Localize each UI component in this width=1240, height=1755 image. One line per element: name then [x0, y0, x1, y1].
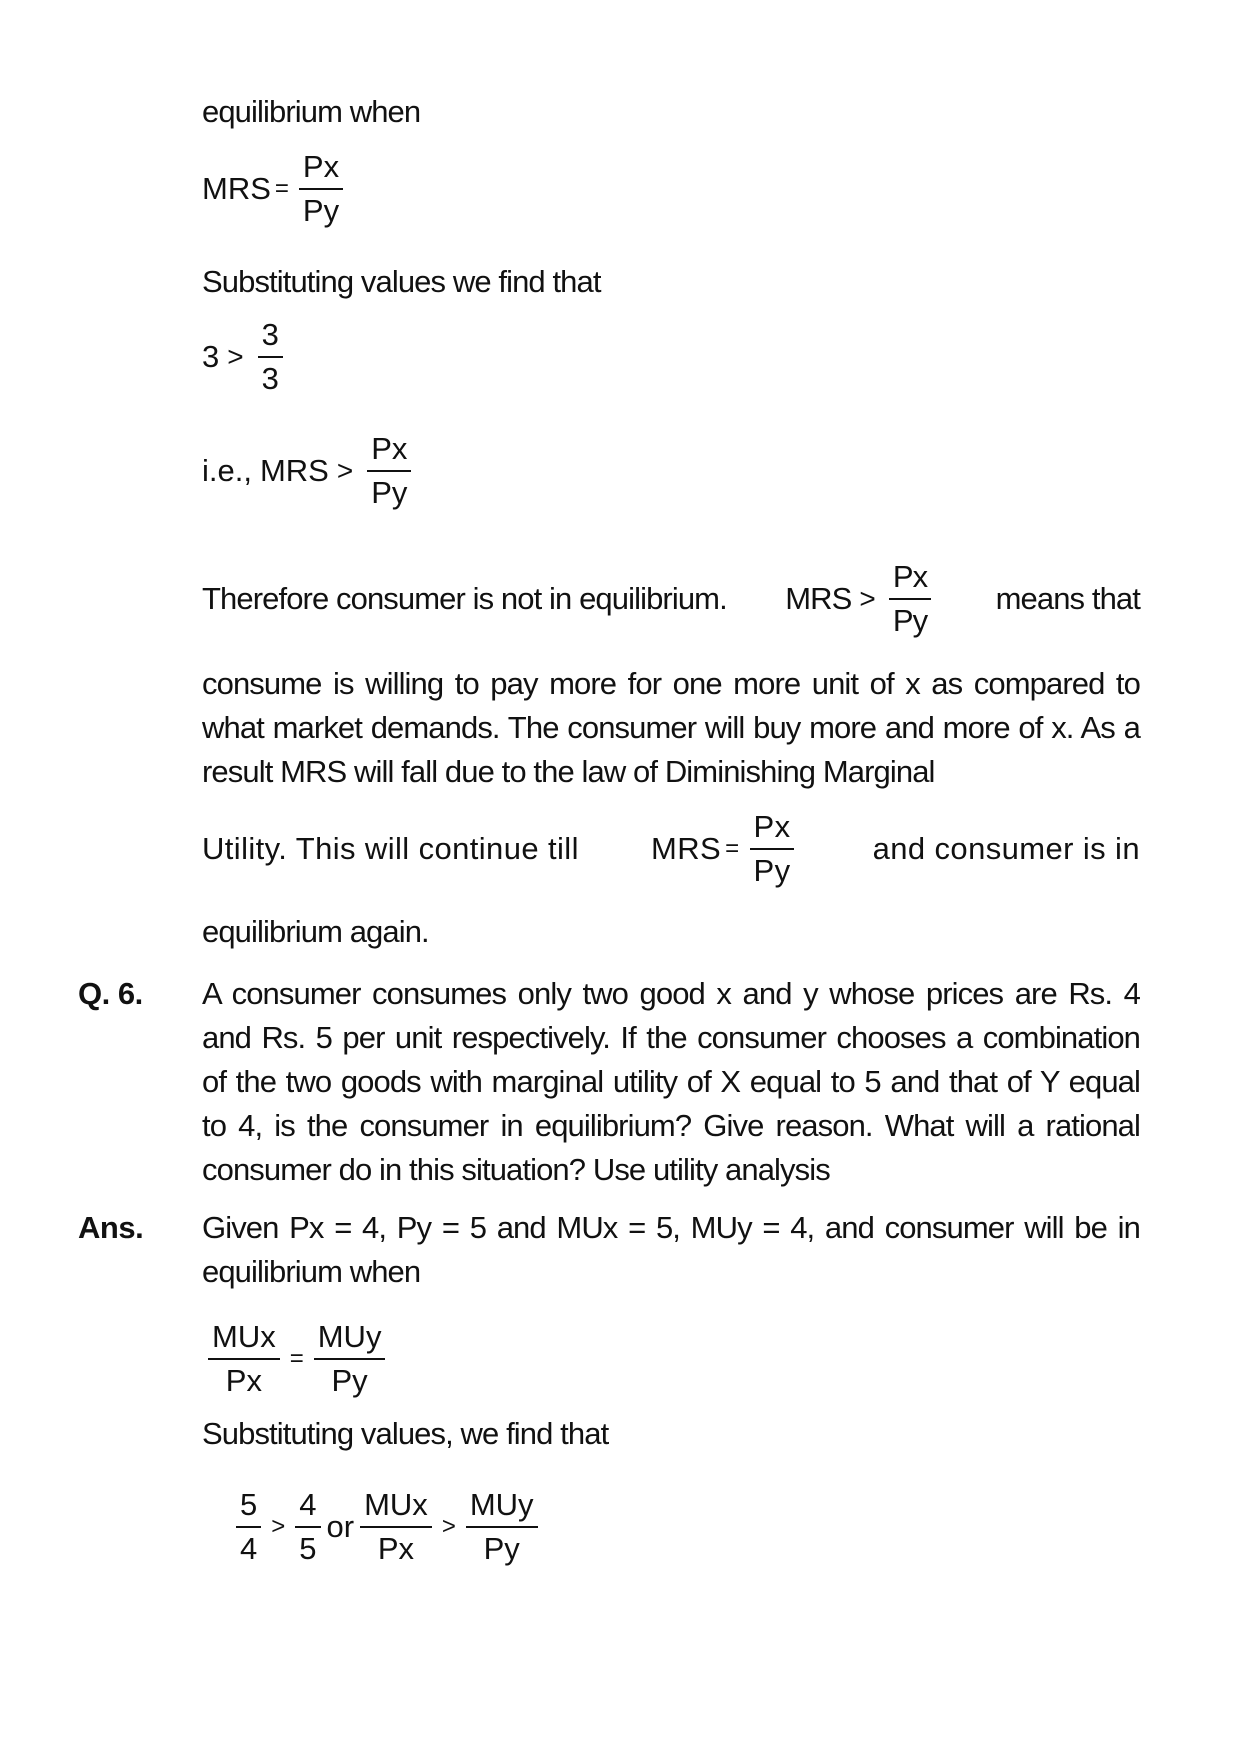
fraction-muy-py — [314, 1320, 386, 1398]
eq-operator: > — [271, 1513, 286, 1540]
equation-mrs-equals-price-ratio — [202, 150, 349, 228]
eq-operator: > — [336, 455, 354, 486]
eq-lhs: 3 — [202, 339, 220, 374]
text-therefore: Therefore consumer is not in equilibrium. — [202, 581, 727, 616]
inline-equation-mrs-greater — [785, 560, 937, 638]
eq-lhs: MRS — [785, 581, 852, 616]
fraction-px-py — [367, 432, 411, 510]
eq-operator: > — [441, 1513, 456, 1540]
fraction-numerator: Px — [889, 560, 931, 600]
fraction-denominator: Px — [377, 1531, 415, 1566]
fraction-denominator: 5 — [299, 1531, 317, 1566]
equation-equilibrium-condition — [202, 1320, 391, 1398]
answer-text: Given Px = 4, Py = 5 and MUx = 5, MUy = 4, and consumer will be in equilibrium when — [202, 1210, 1140, 1289]
fraction-numerator: Px — [750, 810, 795, 850]
fraction-numerator: MUy — [466, 1488, 538, 1528]
eq-operator: = — [725, 835, 740, 862]
fraction-four-five — [295, 1488, 320, 1566]
fraction-denominator: Py — [371, 475, 408, 510]
eq-lhs: MRS — [650, 831, 722, 866]
fraction-numerator: 4 — [295, 1488, 320, 1528]
eq-operator: = — [289, 1345, 304, 1372]
text-continue-till — [202, 810, 1140, 888]
fraction-px-py — [299, 150, 343, 228]
fraction-denominator: Px — [225, 1363, 262, 1398]
fraction-mux-px — [208, 1320, 280, 1398]
fraction-five-four — [236, 1488, 261, 1566]
eq-operator: > — [859, 583, 875, 614]
equation-three-greater-fraction — [202, 318, 289, 396]
eq-operator: > — [227, 341, 244, 372]
equation-ie-mrs-greater — [202, 432, 417, 510]
fraction-denominator: Py — [302, 193, 340, 228]
inline-equation-mrs-equals — [651, 810, 801, 888]
fraction-numerator: MUx — [208, 1320, 280, 1360]
fraction-numerator: Px — [367, 432, 411, 472]
text-and-consumer-is-in: and consumer is in — [872, 831, 1140, 866]
fraction-numerator: 5 — [236, 1488, 261, 1528]
fraction-denominator: 3 — [261, 361, 279, 396]
text-substituting-values-again: Substituting values, we find that — [202, 1416, 609, 1451]
text-substituting-values: Substituting values we find that — [202, 264, 601, 299]
eq-prefix: i.e., — [202, 453, 252, 488]
eq-lhs: MRS — [202, 171, 271, 206]
fraction-denominator: Py — [753, 853, 791, 888]
answer-label: Ans. — [78, 1210, 144, 1245]
fraction-px-py — [889, 560, 931, 638]
fraction-three-three — [258, 318, 283, 396]
text-equilibrium-again: equilibrium again. — [202, 914, 429, 949]
fraction-denominator: Py — [331, 1363, 368, 1398]
fraction-numerator: Px — [299, 150, 343, 190]
fraction-px-py — [750, 810, 795, 888]
text-or: or — [326, 1509, 355, 1544]
question-label: Q. 6. — [78, 976, 143, 1011]
fraction-muy-py — [466, 1488, 538, 1566]
fraction-numerator: MUx — [360, 1488, 432, 1528]
paragraph-willing-to-pay: consume is willing to pay more for one more unit of x as compared to what market demands. The consumer will buy more and more of x. As a result MRS will fall due to the law of Diminishing Marginal — [202, 666, 1140, 789]
equation-comparison — [230, 1488, 544, 1566]
text-not-in-equilibrium — [202, 560, 1140, 638]
eq-operator: = — [274, 175, 289, 202]
fraction-mux-px — [360, 1488, 432, 1566]
eq-lhs: MRS — [259, 453, 329, 488]
fraction-numerator: MUy — [314, 1320, 386, 1360]
question-text: A consumer consumes only two good x and y whose prices are Rs. 4 and Rs. 5 per unit respectively. If the consumer chooses a combination of the two goods with marginal utility of X equal to 5 and that of Y equal to 4, is the consumer in equilibrium? Give reason. What will a rational consumer do in this situation? Use utility analysis — [202, 976, 1140, 1187]
fraction-denominator: Py — [892, 603, 928, 638]
fraction-denominator: Py — [483, 1531, 520, 1566]
text-utility-continue: Utility. This will continue till — [202, 831, 579, 866]
fraction-denominator: 4 — [240, 1531, 258, 1566]
fraction-numerator: 3 — [258, 318, 283, 358]
text-means-that: means that — [995, 581, 1140, 616]
text-equilibrium-when: equilibrium when — [202, 94, 421, 129]
